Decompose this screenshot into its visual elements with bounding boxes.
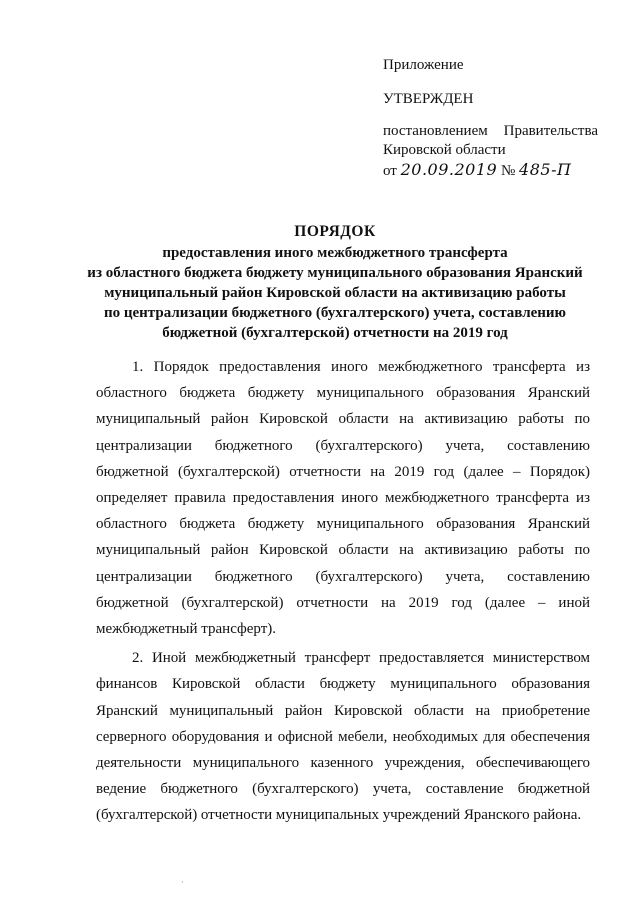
title-line-4: по централизации бюджетного (бухгалтерского) учета, составлению	[103, 305, 567, 321]
title-line-2: из областного бюджета бюджету муниципального образования Яранский	[87, 265, 583, 281]
title-line-3: муниципальный район Кировской области на активизацию работы	[104, 285, 566, 301]
title-line-5: бюджетной (бухгалтерской) отчетности на 2019 год	[162, 325, 508, 341]
from-label: от	[383, 163, 397, 179]
resolution-date-line	[383, 160, 598, 181]
approved-label: УТВЕРЖДЕН	[383, 91, 474, 107]
handwritten-number: 485-П	[519, 160, 572, 179]
resolution-line-1: постановлением Правительства	[383, 123, 598, 139]
document-title	[60, 222, 610, 343]
scan-mark: ·	[181, 878, 184, 887]
approval-block	[383, 56, 598, 181]
appendix-label: Приложение	[383, 57, 464, 73]
paragraph-1: 1. Порядок предоставления иного межбюджетного трансферта из областного бюджета бюджету муниципального образования Яранский муниципальный район Кировской области на активизацию работы по централизации бюджетного (бухгалтерского) учета, составлению бюджетной (бухгалтерской) отчетности на 2019 год (далее – Порядок) определяет правила предоставления иного межбюджетного трансферта из областного бюджета бюджету муниципального образования Яранский муниципальный район Кировской области на активизацию работы по централизации бюджетного (бухгалтерского) учета, составлению бюджетной (бухгалтерской) отчетности на 2019 год (далее – иной межбюджетный трансферт).	[96, 359, 590, 638]
number-label: №	[500, 163, 516, 179]
paragraph-2: 2. Иной межбюджетный трансферт предоставляется министерством финансов Кировской области бюджету муниципального образования Яранский муниципальный район Кировской области на приобретение серверного оборудования и офисной мебели, необходимых для обеспечения деятельности муниципального казенного учреждения, обеспечивающего ведение бюджетного (бухгалтерского) учета, составление бюджетной (бухгалтерской) отчетности муниципальных учреждений Яранского района.	[96, 650, 590, 824]
document-body	[96, 354, 590, 832]
title-main: ПОРЯДОК	[294, 223, 376, 240]
resolution-line-2: Кировской области	[383, 142, 506, 158]
handwritten-date: 20.09.2019	[400, 160, 498, 179]
title-line-1: предоставления иного межбюджетного трансферта	[162, 245, 508, 261]
